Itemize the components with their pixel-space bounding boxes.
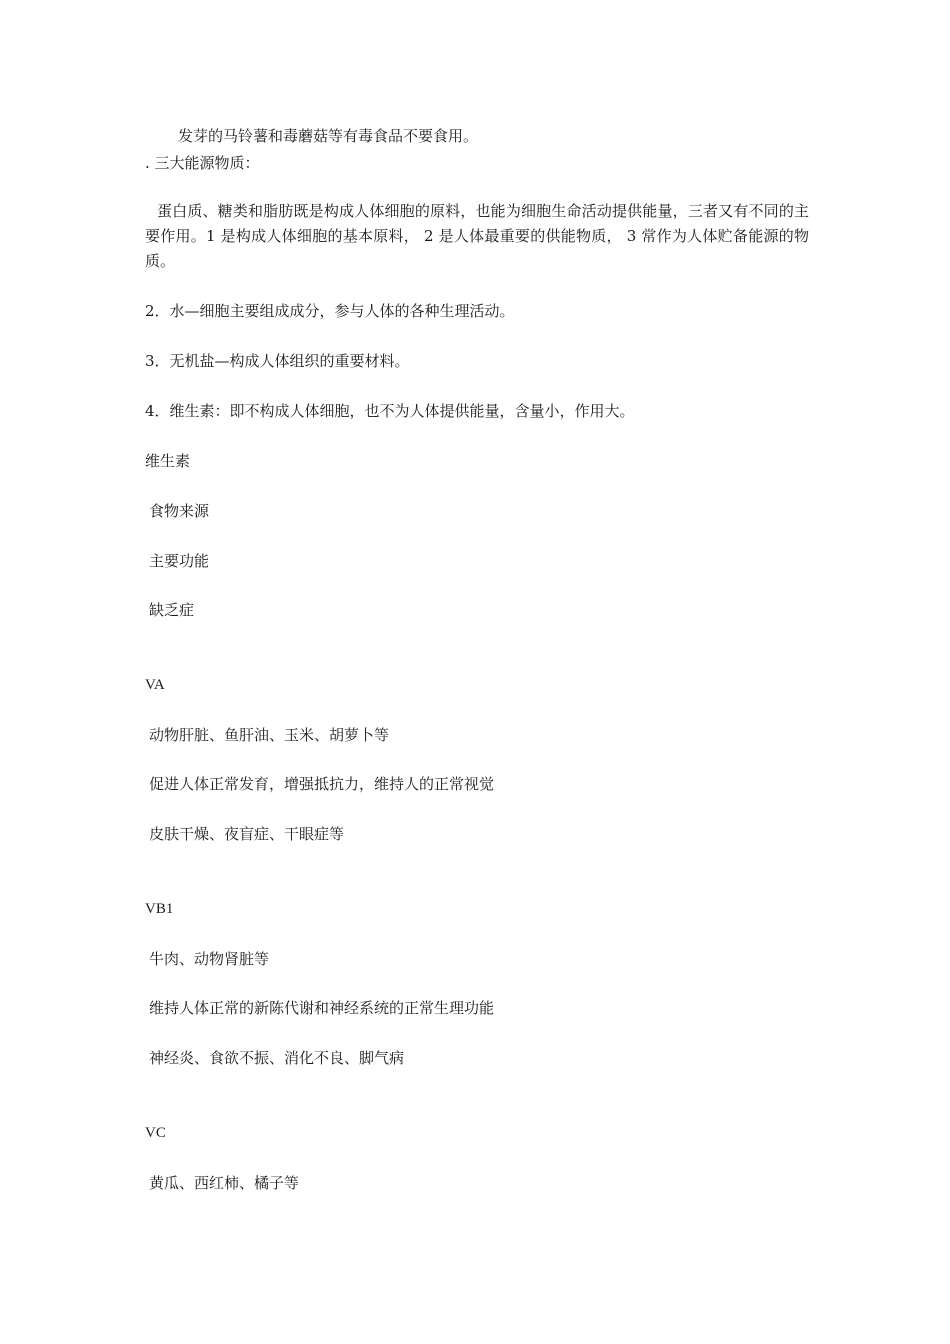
text-line-vitamins: 4．维生素：即不构成人体细胞，也不为人体提供能量，含量小，作用大。 — [145, 402, 635, 420]
table-cell-vc-source: 黄瓜、西红柿、橘子等 — [149, 1174, 300, 1192]
table-header-deficiency: 缺乏症 — [149, 601, 195, 619]
table-header-food-source: 食物来源 — [149, 502, 210, 520]
heading-three-energy-substances: . 三大能源物质： — [145, 154, 260, 172]
table-row-name-vb1: VB1 — [145, 901, 174, 917]
table-cell-va-function: 促进人体正常发育，增强抵抗力，维持人的正常视觉 — [149, 775, 495, 793]
table-cell-va-source: 动物肝脏、鱼肝油、玉米、胡萝卜等 — [149, 726, 390, 744]
table-row-name-va: VA — [145, 677, 165, 693]
paragraph-energy-substances: 蛋白质、糖类和脂肪既是构成人体细胞的原料，也能为细胞生命活动提供能量，三者又有不同的主要作用。1 是构成人体细胞的基本原料， 2 是人体最重要的供能物质， 3 常作为人体贮备能源的物质。 — [145, 202, 809, 270]
table-cell-vb1-function: 维持人体正常的新陈代谢和神经系统的正常生理功能 — [149, 999, 495, 1017]
text-line-minerals: 3．无机盐—构成人体组织的重要材料。 — [145, 352, 410, 370]
table-row-name-vc: VC — [145, 1125, 166, 1141]
table-header-main-function: 主要功能 — [149, 552, 210, 570]
table-header-vitamin: 维生素 — [145, 452, 191, 470]
text-line-toxic-food: 发芽的马铃薯和毒蘑菇等有毒食品不要食用。 — [178, 127, 479, 145]
text-line-water: 2．水—细胞主要组成成分，参与人体的各种生理活动。 — [145, 302, 515, 320]
table-cell-va-deficiency: 皮肤干燥、夜盲症、干眼症等 — [149, 825, 345, 843]
table-cell-vb1-deficiency: 神经炎、食欲不振、消化不良、脚气病 — [149, 1049, 405, 1067]
table-cell-vb1-source: 牛肉、动物肾脏等 — [149, 950, 270, 968]
